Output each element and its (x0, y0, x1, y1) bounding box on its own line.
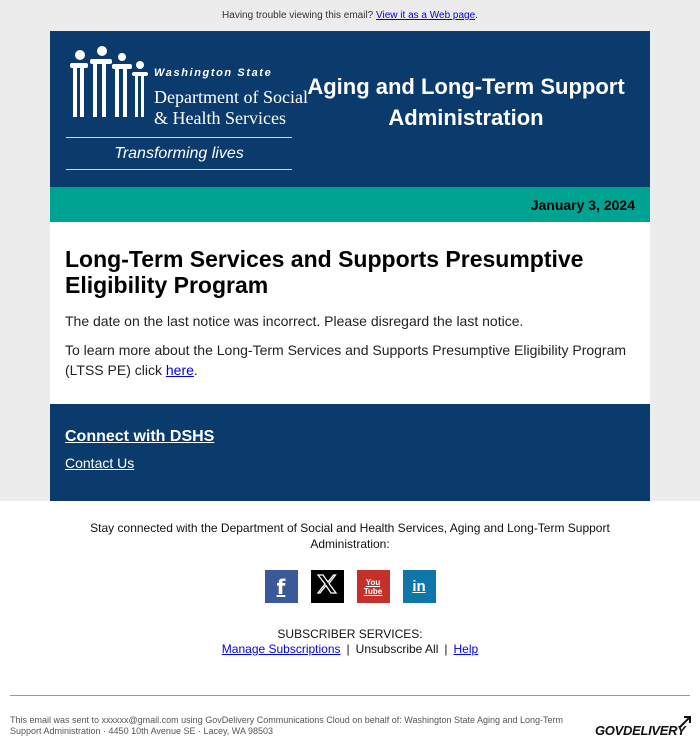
stay-connected-text: Stay connected with the Department of Social and Health Services, Aging and Long-Term Support Administration: (90, 521, 610, 551)
preheader-text: Having trouble viewing this email? (222, 10, 374, 21)
govdelivery-text: GOVDELIVERY (595, 723, 686, 738)
contact-us-link[interactable]: Contact Us (65, 455, 135, 471)
correction-notice: The date on the last notice was incorrect. Please disregard the last notice. (65, 313, 524, 329)
connect-with-dshs-link[interactable]: Connect with DSHS (65, 428, 215, 445)
learn-more-paragraph: To learn more about the Long-Term Services and Supports Presumptive Eligibility Program (LTSS PE) click here. (65, 342, 627, 378)
linkedin-icon: in (412, 578, 426, 595)
youtube-icon: You Tube (363, 577, 383, 596)
subscriber-title: SUBSCRIBER SERVICES: (277, 627, 423, 641)
administration-title: Aging and Long-Term Support Administration (307, 74, 625, 130)
help-link[interactable]: Help (453, 642, 479, 656)
manage-subscriptions-link[interactable]: Manage Subscriptions (221, 642, 341, 656)
article-heading: Long-Term Services and Supports Presumptive Eligibility Program (65, 246, 584, 298)
logo-dept-text: Department of Social & Health Services (154, 87, 308, 128)
connect-section (50, 404, 650, 501)
facebook-button[interactable] (265, 570, 298, 603)
social-links (0, 570, 700, 604)
issue-date: January 3, 2024 (530, 197, 635, 213)
here-link[interactable]: here (165, 362, 194, 378)
legal-disclaimer: This email was sent to xxxxxx@gmail.com using GovDelivery Communications Cloud on behalf of: Washington State Aging and Long-Term Support Administration · 4450 10th Avenue SE · Lacey, WA 98503 (10, 715, 564, 736)
logo-state-text: Washington State (154, 67, 273, 79)
facebook-icon: f (276, 574, 286, 599)
subscriber-links: Manage Subscriptions | Unsubscribe All | Help (221, 642, 479, 656)
unsubscribe-all-text: Unsubscribe All (355, 642, 439, 656)
dshs-logo (66, 45, 308, 175)
x-icon (316, 573, 338, 600)
preheader: Having trouble viewing this email? View it as a Web page. (222, 10, 478, 21)
logo-tagline: Transforming lives (114, 145, 244, 162)
x-button[interactable] (311, 570, 344, 603)
govdelivery-logo (595, 716, 691, 740)
linkedin-button[interactable] (403, 570, 436, 603)
subscriber-services (0, 627, 700, 657)
email-header (50, 31, 650, 187)
main-content (50, 222, 650, 404)
govdelivery-mark-icon (679, 716, 691, 728)
footer-divider (10, 695, 690, 696)
logo-divider (66, 137, 292, 138)
youtube-button[interactable] (357, 570, 390, 603)
web-page-link[interactable]: View it as a Web page (376, 10, 476, 21)
people-figures-icon (66, 45, 150, 125)
logo-divider-bottom (66, 169, 292, 170)
date-bar (50, 187, 650, 222)
